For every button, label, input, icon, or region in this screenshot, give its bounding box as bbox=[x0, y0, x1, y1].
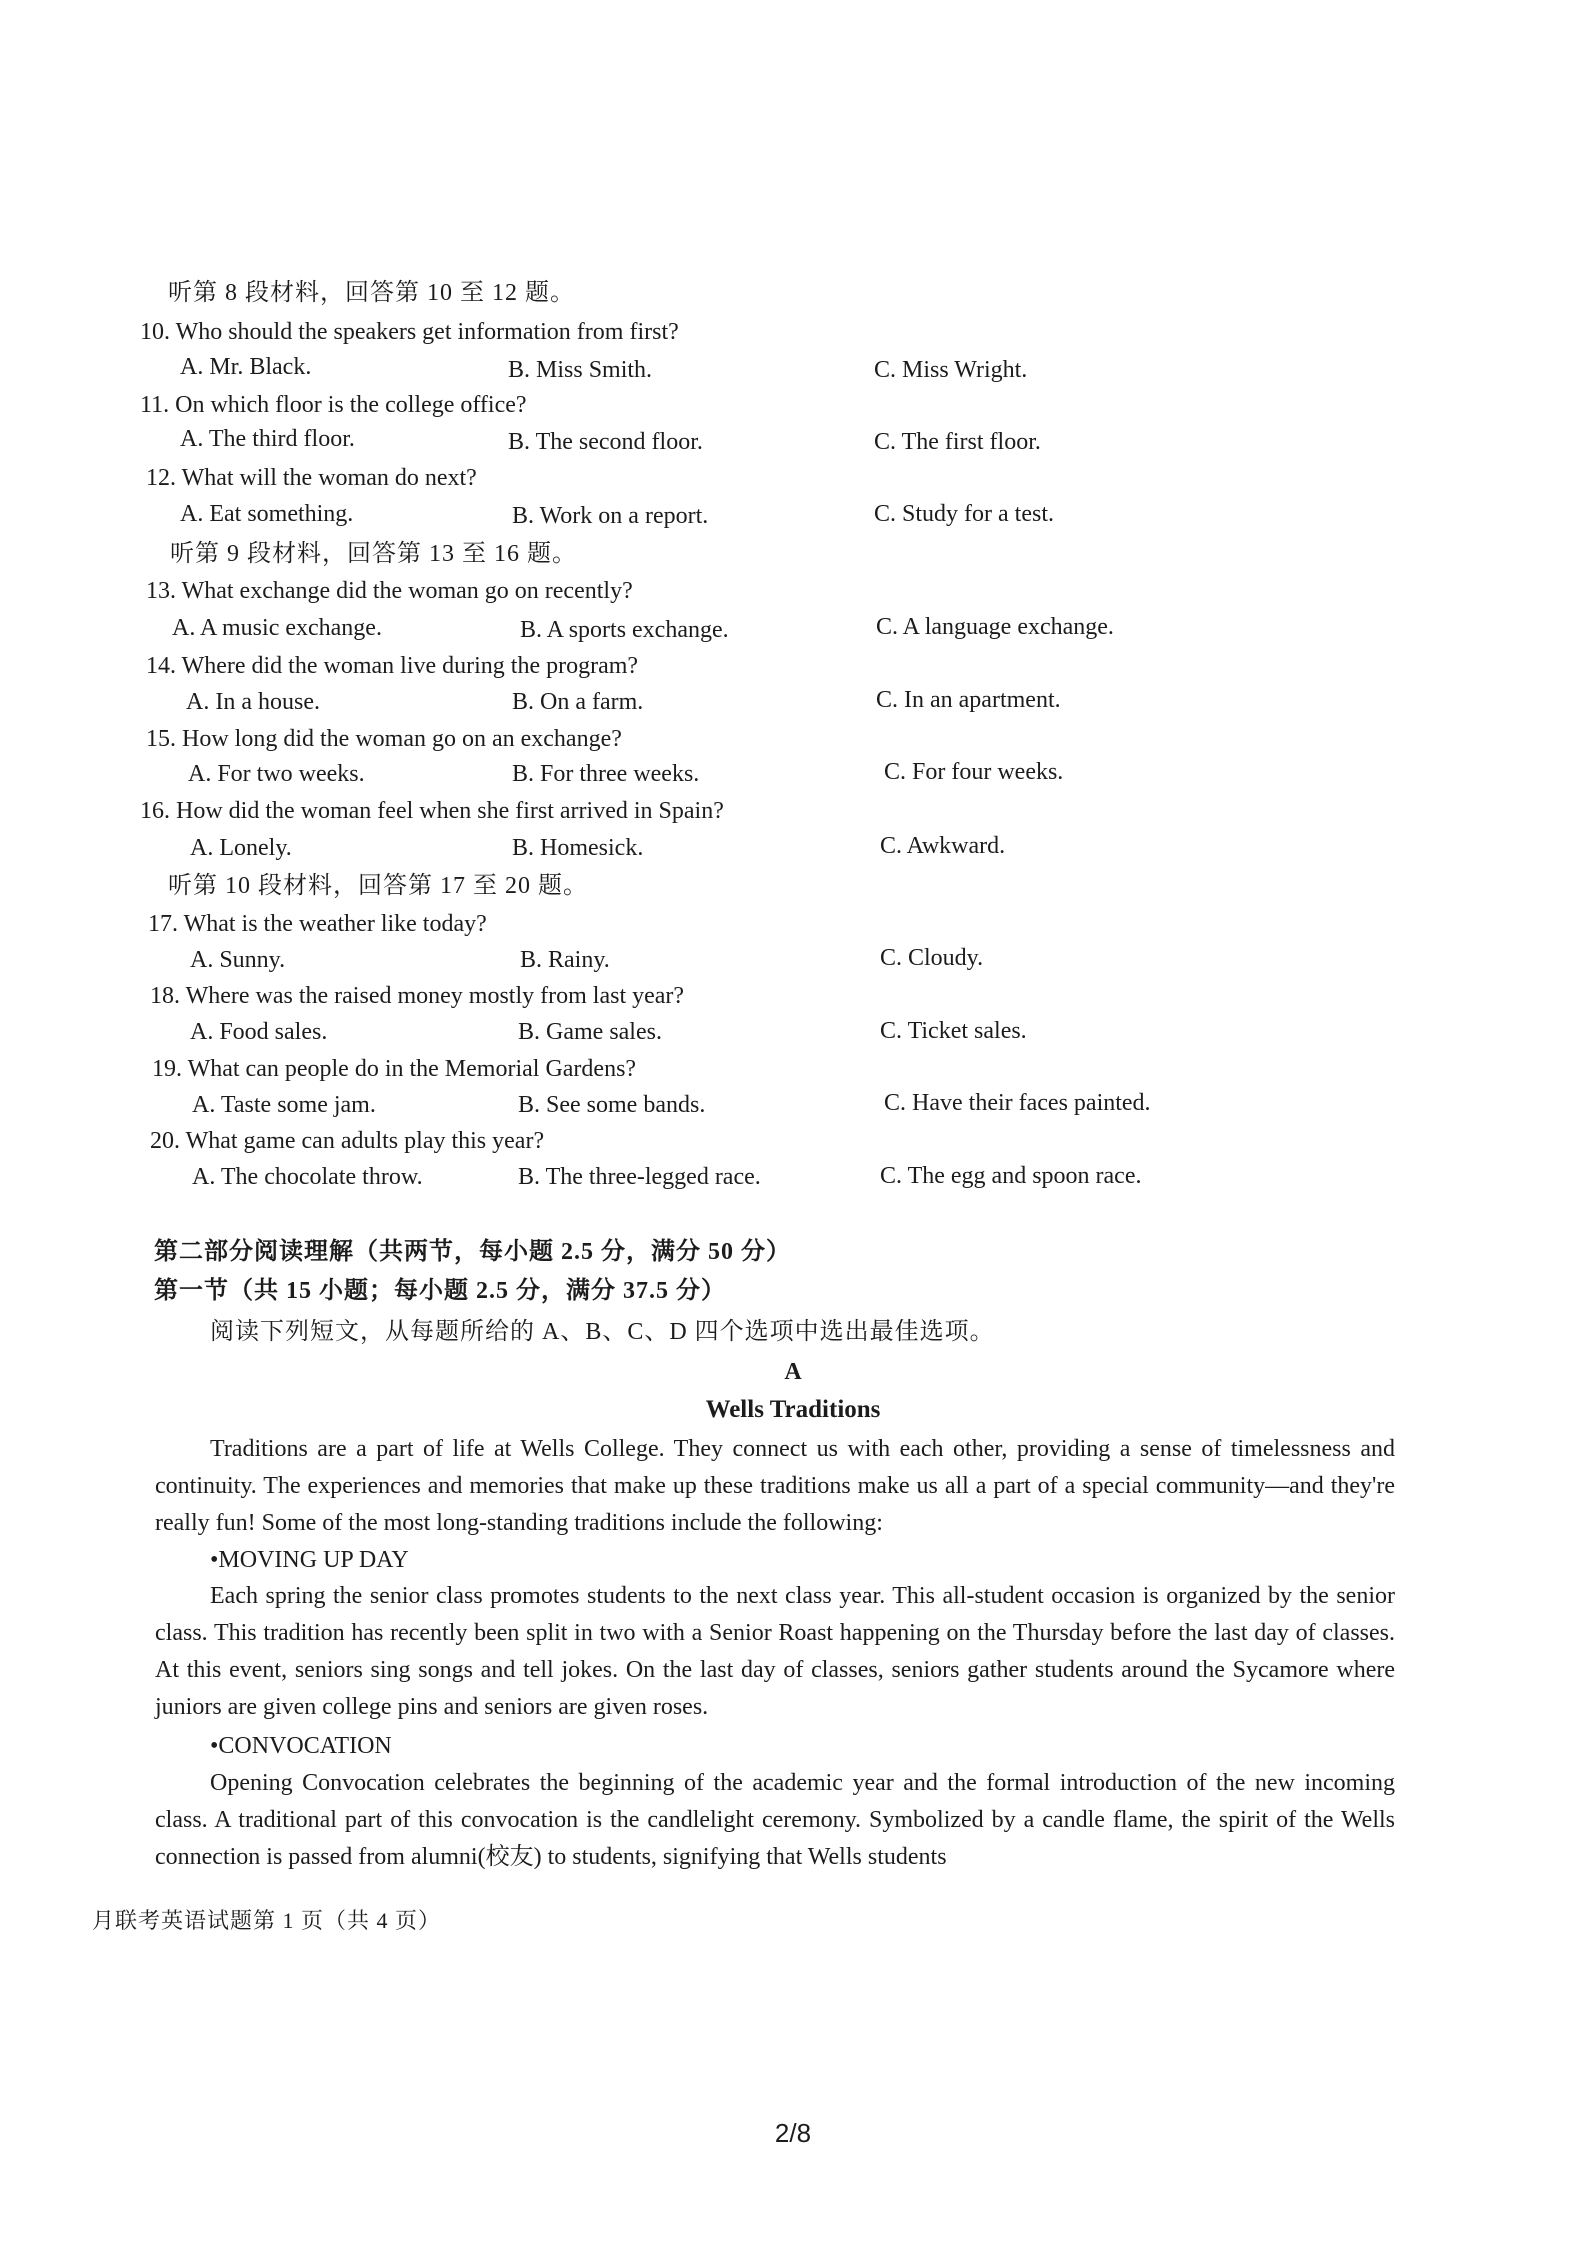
q14-option-a: A. In a house. bbox=[186, 689, 320, 715]
q13-option-c: C. A language exchange. bbox=[876, 614, 1114, 640]
question-17: 17. What is the weather like today? bbox=[148, 911, 487, 937]
q11-option-c: C. The first floor. bbox=[874, 429, 1041, 455]
section-10-header: 听第 10 段材料，回答第 17 至 20 题。 bbox=[168, 873, 588, 899]
q13-option-b: B. A sports exchange. bbox=[520, 617, 729, 643]
q15-option-a: A. For two weeks. bbox=[188, 761, 365, 787]
reading-part-title: 第二部分阅读理解（共两节，每小题 2.5 分，满分 50 分） bbox=[154, 1239, 791, 1265]
q19-option-c: C. Have their faces painted. bbox=[884, 1090, 1151, 1116]
question-19: 19. What can people do in the Memorial Gardens? bbox=[152, 1056, 637, 1082]
q20-option-c: C. The egg and spoon race. bbox=[880, 1163, 1142, 1189]
q10-option-b: B. Miss Smith. bbox=[508, 357, 653, 383]
paragraph-convocation: Opening Convocation celebrates the beginning of the academic year and the formal introduction of the new incoming class. A traditional part of this convocation is the candlelight ceremony. Symbolized by a candle flame, the spirit of the Wells connection is passed from alumni(校友) to students, signifying that Wells students bbox=[155, 1770, 1395, 1870]
q10-option-a: A. Mr. Black. bbox=[180, 354, 312, 380]
question-18: 18. Where was the raised money mostly from last year? bbox=[150, 983, 685, 1009]
q20-option-b: B. The three-legged race. bbox=[518, 1164, 761, 1190]
reading-instruction: 阅读下列短文，从每题所给的 A、B、C、D 四个选项中选出最佳选项。 bbox=[210, 1319, 995, 1345]
question-11: 11. On which floor is the college office? bbox=[140, 392, 527, 418]
page-number: 2/8 bbox=[774, 2118, 812, 2148]
q13-option-a: A. A music exchange. bbox=[172, 615, 382, 641]
q17-option-b: B. Rainy. bbox=[520, 947, 610, 973]
q19-option-b: B. See some bands. bbox=[518, 1092, 706, 1118]
q18-option-c: C. Ticket sales. bbox=[880, 1018, 1027, 1044]
q16-option-a: A. Lonely. bbox=[190, 835, 292, 861]
section-9-header: 听第 9 段材料，回答第 13 至 16 题。 bbox=[170, 541, 577, 567]
q14-option-c: C. In an apartment. bbox=[876, 687, 1061, 713]
q16-option-c: C. Awkward. bbox=[880, 833, 1006, 859]
passage-intro: Traditions are a part of life at Wells College. They connect us with each other, providing a sense of timelessness and continuity. The experiences and memories that make up these traditions make us all a part of a special community—and they're really fun! Some of the most long-standing traditions include the following: bbox=[155, 1436, 1395, 1536]
q15-option-c: C. For four weeks. bbox=[884, 759, 1064, 785]
q14-option-b: B. On a farm. bbox=[512, 689, 644, 715]
q19-option-a: A. Taste some jam. bbox=[192, 1092, 376, 1118]
q10-option-c: C. Miss Wright. bbox=[874, 357, 1028, 383]
question-13: 13. What exchange did the woman go on recently? bbox=[146, 578, 633, 604]
q11-option-b: B. The second floor. bbox=[508, 429, 703, 455]
passage-letter: A bbox=[784, 1359, 802, 1385]
q17-option-c: C. Cloudy. bbox=[880, 945, 984, 971]
paragraph-moving-up-day: Each spring the senior class promotes students to the next class year. This all-student occasion is organized by the senior class. This tradition has recently been split in two with a Senior Roast happening on the Thursday before the last day of classes. At this event, seniors sing songs and tell jokes. On the last day of classes, seniors gather students around the Sycamore where juniors are given college pins and seniors are given roses. bbox=[155, 1583, 1395, 1720]
q18-option-b: B. Game sales. bbox=[518, 1019, 662, 1045]
question-12: 12. What will the woman do next? bbox=[146, 465, 477, 491]
question-20: 20. What game can adults play this year? bbox=[150, 1128, 545, 1154]
q20-option-a: A. The chocolate throw. bbox=[192, 1164, 423, 1190]
heading-convocation: •CONVOCATION bbox=[210, 1733, 392, 1759]
q18-option-a: A. Food sales. bbox=[190, 1019, 328, 1045]
q16-option-b: B. Homesick. bbox=[512, 835, 644, 861]
q12-option-c: C. Study for a test. bbox=[874, 501, 1054, 527]
reading-section-title: 第一节（共 15 小题；每小题 2.5 分，满分 37.5 分） bbox=[154, 1278, 726, 1304]
q11-option-a: A. The third floor. bbox=[180, 426, 355, 452]
question-16: 16. How did the woman feel when she first arrived in Spain? bbox=[140, 798, 724, 824]
q12-option-b: B. Work on a report. bbox=[512, 503, 709, 529]
section-8-header: 听第 8 段材料，回答第 10 至 12 题。 bbox=[168, 280, 575, 306]
question-15: 15. How long did the woman go on an exchange? bbox=[146, 726, 622, 752]
q12-option-a: A. Eat something. bbox=[180, 501, 354, 527]
page-footer: 月联考英语试题第 1 页（共 4 页） bbox=[92, 1908, 442, 1933]
question-10: 10. Who should the speakers get information from first? bbox=[140, 319, 679, 345]
q15-option-b: B. For three weeks. bbox=[512, 761, 700, 787]
question-14: 14. Where did the woman live during the program? bbox=[146, 653, 639, 679]
passage-title: Wells Traditions bbox=[705, 1396, 881, 1423]
q17-option-a: A. Sunny. bbox=[190, 947, 286, 973]
heading-moving-up-day: •MOVING UP DAY bbox=[210, 1547, 409, 1573]
